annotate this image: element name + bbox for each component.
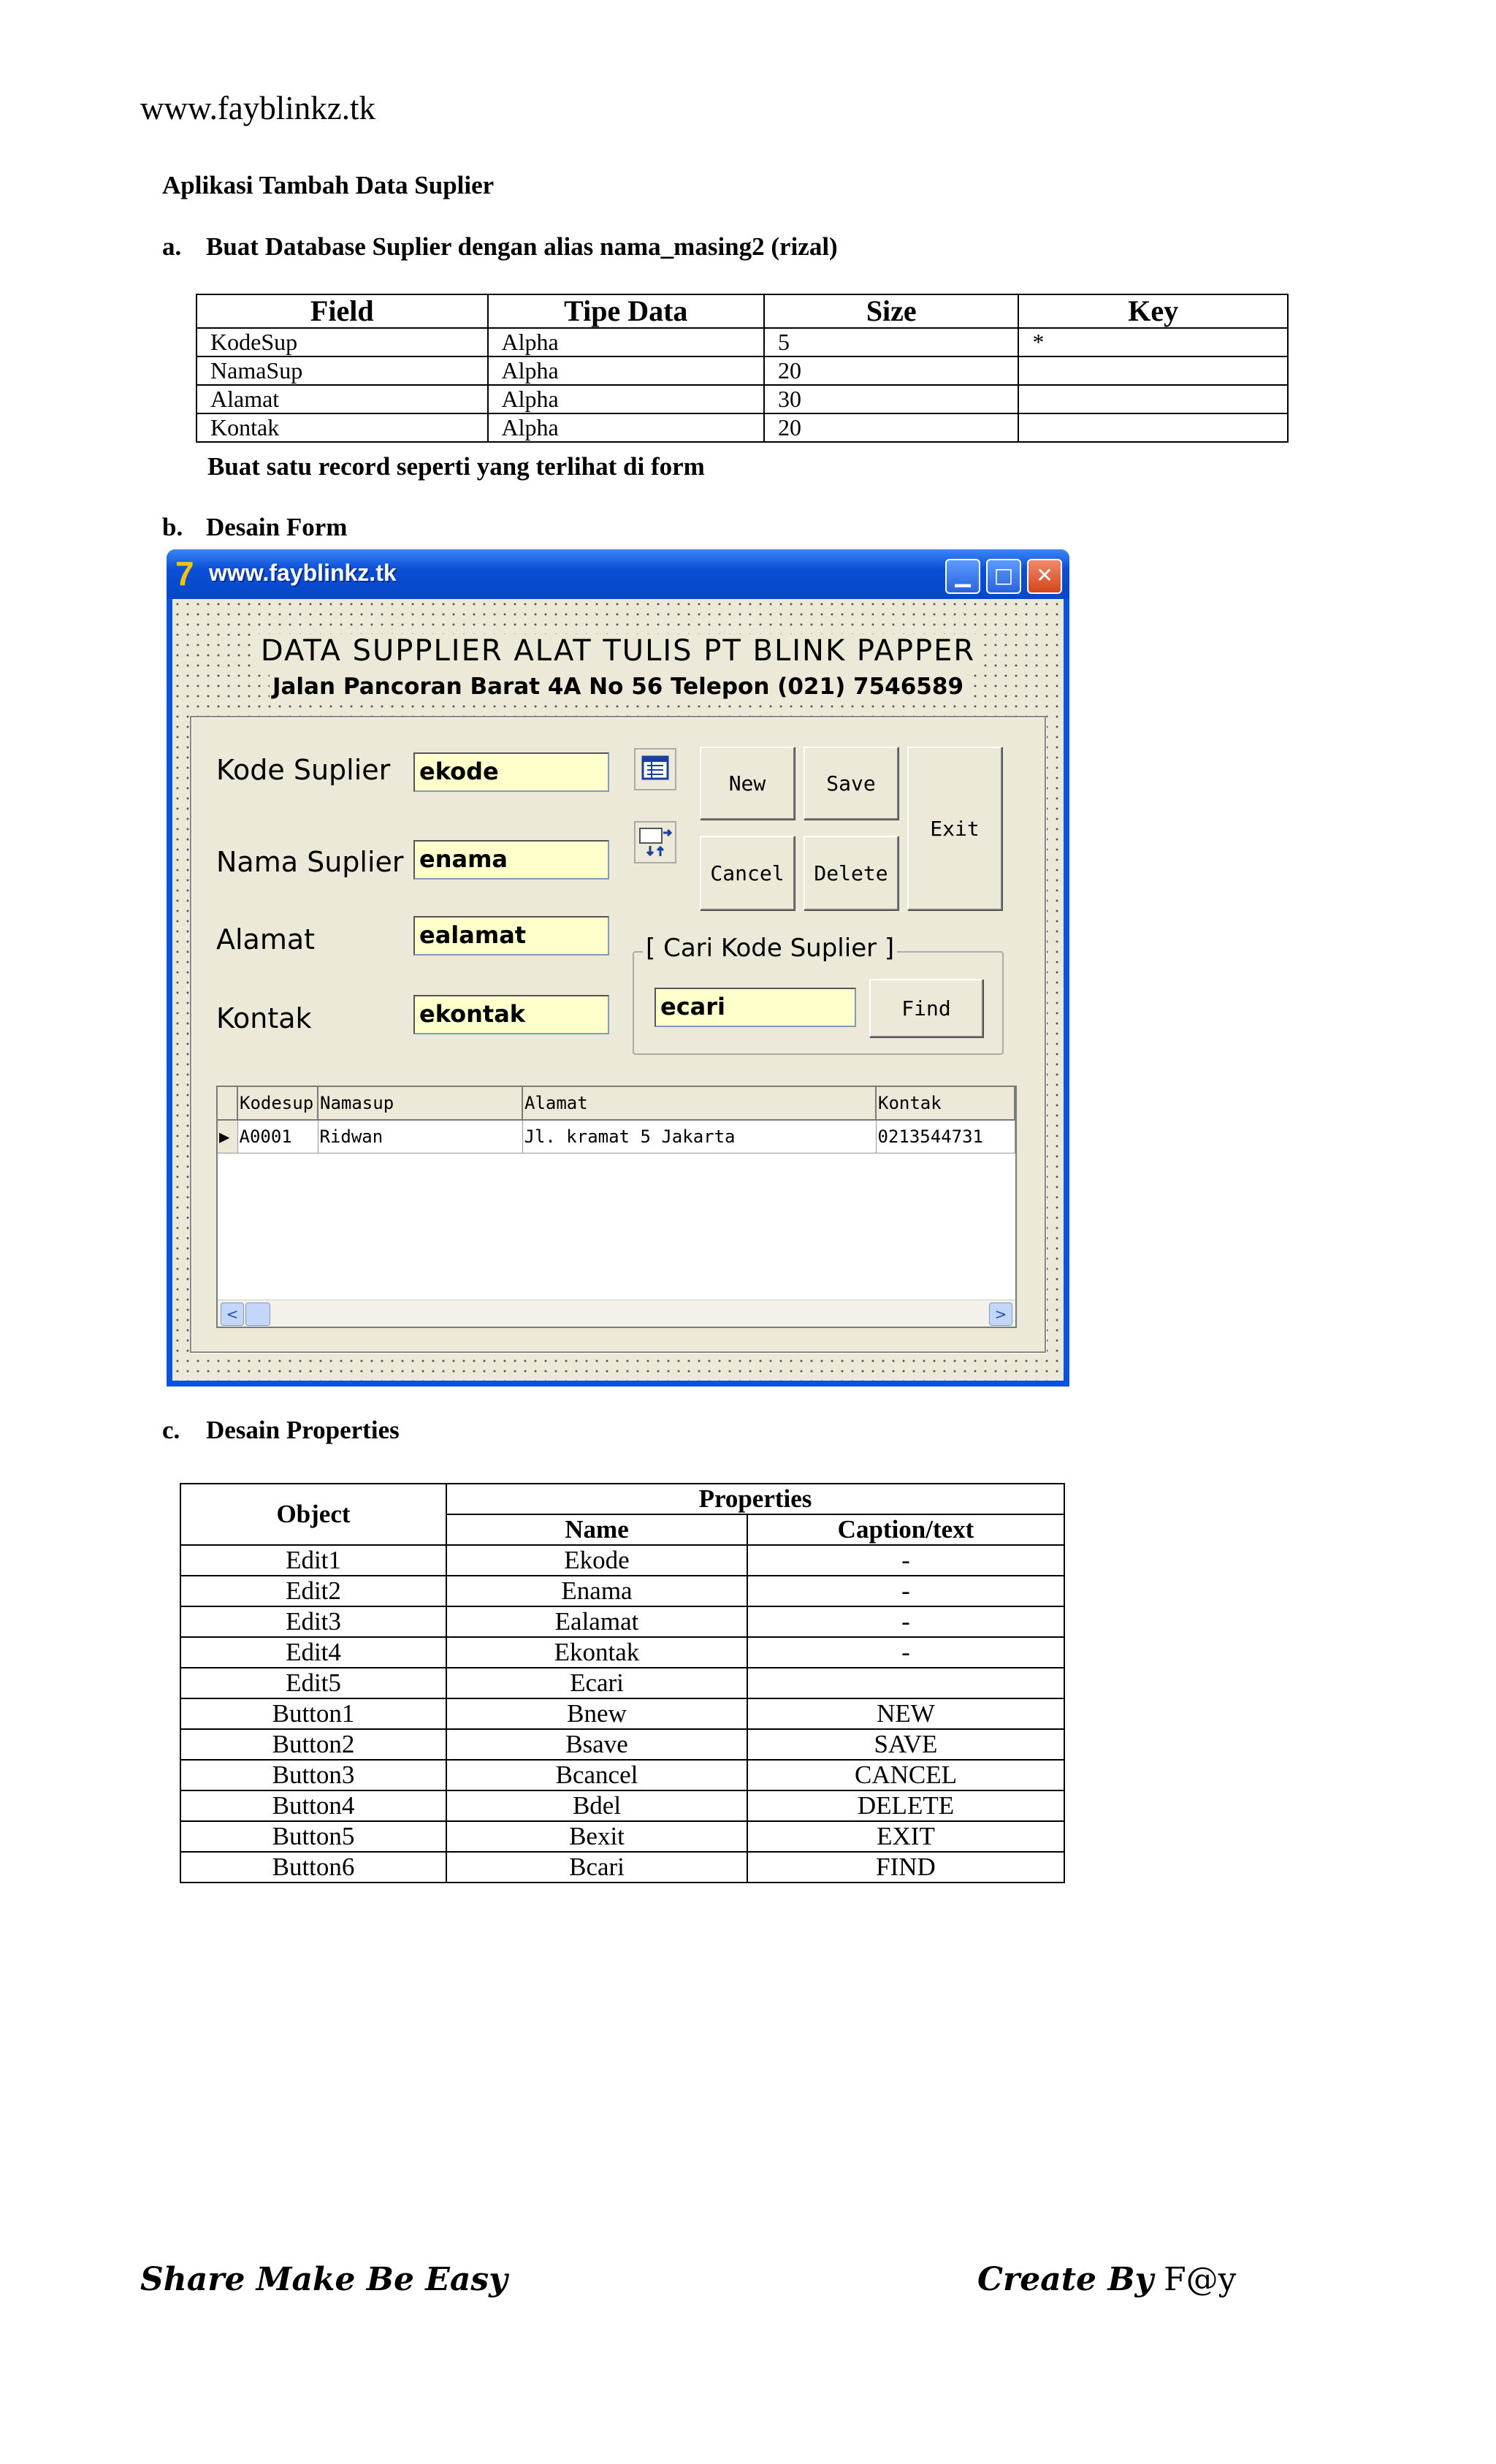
table-row	[180, 1606, 1064, 1637]
row-indicator-icon: ▶	[218, 1120, 237, 1153]
cell-name: Bdel	[446, 1790, 747, 1821]
header-size: Size	[764, 294, 1018, 328]
cell-caption: CANCEL	[747, 1760, 1064, 1790]
table-row	[180, 1760, 1064, 1790]
cell-field: Kontak	[196, 413, 488, 442]
window-title: www.fayblinkz.tk	[209, 560, 397, 586]
cell-caption: NEW	[747, 1698, 1064, 1729]
nama-input[interactable]: enama	[413, 840, 609, 880]
header-object: Object	[180, 1484, 446, 1545]
cell-object: Edit3	[180, 1606, 446, 1637]
table-row	[180, 1637, 1064, 1668]
footer-slogan: Share Make Be Easy	[140, 2261, 508, 2298]
cell-name: Ekontak	[446, 1637, 747, 1668]
cell-name: Enama	[446, 1576, 747, 1606]
section-c-heading	[162, 1416, 400, 1445]
form-panel	[190, 716, 1046, 1353]
cell-name: Bnew	[446, 1698, 747, 1729]
cell-object: Edit5	[180, 1668, 446, 1698]
cell-object: Button2	[180, 1729, 446, 1760]
section-b-heading	[162, 513, 347, 542]
cell-object: Button4	[180, 1790, 446, 1821]
cell-object: Button5	[180, 1821, 446, 1852]
cell-name: Ealamat	[446, 1606, 747, 1637]
section-b-text: Desain Form	[206, 513, 348, 541]
alamat-input[interactable]: ealamat	[413, 916, 609, 956]
cell-size: 20	[764, 356, 1018, 385]
search-input[interactable]: ecari	[654, 988, 856, 1027]
header-caption: Caption/text	[747, 1514, 1064, 1545]
cell-object: Button3	[180, 1760, 446, 1790]
kode-input[interactable]: ekode	[413, 752, 609, 792]
cell-caption: -	[747, 1576, 1064, 1606]
table-row	[196, 356, 1288, 385]
cell-key: *	[1018, 328, 1288, 356]
cell-caption: SAVE	[747, 1729, 1064, 1760]
grid-cell-kontak[interactable]: 0213544731	[876, 1120, 1015, 1153]
kontak-input[interactable]: ekontak	[413, 995, 609, 1034]
new-button[interactable]: New	[700, 747, 795, 820]
cell-name: Bsave	[446, 1729, 747, 1760]
grid-table	[218, 1087, 1015, 1153]
delete-button[interactable]: Delete	[804, 836, 898, 910]
cell-caption: -	[747, 1606, 1064, 1637]
scroll-left-icon[interactable]: <	[221, 1302, 244, 1326]
minimize-icon[interactable]: ▁	[945, 559, 980, 594]
props-header-row	[180, 1484, 1064, 1514]
section-c-text: Desain Properties	[206, 1416, 400, 1444]
properties-table	[180, 1483, 1065, 1883]
cell-field: Alamat	[196, 385, 488, 413]
horizontal-scrollbar[interactable]	[218, 1300, 1015, 1327]
exit-button[interactable]: Exit	[907, 747, 1002, 910]
cell-type: Alpha	[488, 328, 765, 356]
site-url: www.fayblinkz.tk	[140, 90, 376, 126]
cell-name: Ecari	[446, 1668, 747, 1698]
cell-object: Button6	[180, 1852, 446, 1883]
grid-col-namasup[interactable]: Namasup	[318, 1087, 522, 1120]
cell-field: KodeSup	[196, 328, 488, 356]
section-c-letter: c.	[162, 1416, 180, 1444]
table-row	[180, 1698, 1064, 1729]
cell-size: 20	[764, 413, 1018, 442]
cell-object: Button1	[180, 1698, 446, 1729]
cell-field: NamaSup	[196, 356, 488, 385]
cell-caption: FIND	[747, 1852, 1064, 1883]
cancel-button[interactable]: Cancel	[700, 836, 795, 910]
maximize-icon[interactable]: □	[986, 559, 1021, 594]
grid-header-row	[218, 1087, 1015, 1120]
form-client-area	[172, 599, 1064, 1381]
cell-name: Bcari	[446, 1852, 747, 1883]
header-field: Field	[196, 294, 488, 328]
table-row	[180, 1729, 1064, 1760]
cell-name: Ekode	[446, 1545, 747, 1576]
form-header-address	[172, 674, 1064, 700]
table-header-row	[196, 294, 1288, 328]
header-name: Name	[446, 1514, 747, 1545]
footer-credit-prefix: Create By	[977, 2261, 1154, 2298]
database-field-table	[196, 294, 1289, 443]
cell-type: Alpha	[488, 413, 765, 442]
save-button[interactable]: Save	[804, 747, 898, 820]
cell-key	[1018, 413, 1288, 442]
section-a-heading	[162, 232, 838, 262]
scroll-thumb[interactable]	[245, 1302, 270, 1326]
grid-cell-namasup[interactable]: Ridwan	[318, 1120, 522, 1153]
grid-col-alamat[interactable]: Alamat	[522, 1087, 876, 1120]
table-row	[180, 1576, 1064, 1606]
cell-caption: -	[747, 1545, 1064, 1576]
header-tipe-data: Tipe Data	[488, 294, 765, 328]
cell-key	[1018, 385, 1288, 413]
document-title: Aplikasi Tambah Data Suplier	[162, 171, 495, 199]
section-a-text: Buat Database Suplier dengan alias nama_masing2 (rizal)	[206, 232, 838, 261]
table-row	[180, 1545, 1064, 1576]
table-row	[196, 385, 1288, 413]
cell-object: Edit1	[180, 1545, 446, 1576]
grid-col-kontak[interactable]: Kontak	[876, 1087, 1015, 1120]
label-kontak: Kontak	[216, 1002, 312, 1034]
form-header-title	[172, 634, 1064, 668]
grid-cell-kodesup[interactable]: A0001	[237, 1120, 318, 1153]
table-row	[196, 413, 1288, 442]
grid-cell-alamat[interactable]: Jl. kramat 5 Jakarta	[522, 1120, 876, 1153]
app-icon: 7	[175, 554, 194, 592]
cell-caption: DELETE	[747, 1790, 1064, 1821]
supplier-grid[interactable]	[216, 1086, 1017, 1328]
cell-caption	[747, 1668, 1064, 1698]
footer-credit-name: F@y	[1164, 2261, 1237, 2298]
table-row	[180, 1852, 1064, 1883]
cell-object: Edit4	[180, 1637, 446, 1668]
form-header-title-text: DATA SUPPLIER ALAT TULIS PT BLINK PAPPER	[258, 634, 978, 668]
label-alamat: Alamat	[216, 923, 316, 956]
data-source-icon[interactable]	[634, 748, 676, 790]
cell-caption: EXIT	[747, 1821, 1064, 1852]
header-key: Key	[1018, 294, 1288, 328]
close-icon[interactable]: ✕	[1027, 559, 1062, 594]
table-row	[196, 328, 1288, 356]
cell-object: Edit2	[180, 1576, 446, 1606]
section-b-letter: b.	[162, 513, 183, 541]
cell-name: Bcancel	[446, 1760, 747, 1790]
window-titlebar[interactable]	[167, 549, 1069, 599]
record-note: Buat satu record seperti yang terlihat di form	[207, 452, 705, 481]
table-row	[180, 1668, 1064, 1698]
cell-caption: -	[747, 1637, 1064, 1668]
cell-size: 30	[764, 385, 1018, 413]
scroll-right-icon[interactable]: >	[989, 1302, 1012, 1326]
footer-credit	[977, 2261, 1237, 2298]
grid-col-kodesup[interactable]: Kodesup	[237, 1087, 318, 1120]
label-nama-suplier: Nama Suplier	[216, 846, 404, 878]
header-properties: Properties	[446, 1484, 1064, 1514]
grid-row[interactable]	[218, 1120, 1015, 1153]
table-row	[180, 1790, 1064, 1821]
cell-size: 5	[764, 328, 1018, 356]
form-header-address-text: Jalan Pancoran Barat 4A No 56 Telepon (021) 7546589	[270, 674, 966, 700]
find-button[interactable]: Find	[869, 979, 983, 1037]
grid-indicator-header	[218, 1087, 237, 1120]
form-window	[167, 549, 1069, 1387]
cell-type: Alpha	[488, 356, 765, 385]
cell-name: Bexit	[446, 1821, 747, 1852]
table-row	[180, 1821, 1064, 1852]
data-move-icon[interactable]	[634, 821, 676, 863]
search-group-title: [ Cari Kode Suplier ]	[643, 934, 897, 963]
section-a-letter: a.	[162, 232, 182, 261]
label-kode-suplier: Kode Suplier	[216, 754, 391, 786]
search-group	[633, 934, 1004, 1055]
cell-key	[1018, 356, 1288, 385]
cell-type: Alpha	[488, 385, 765, 413]
